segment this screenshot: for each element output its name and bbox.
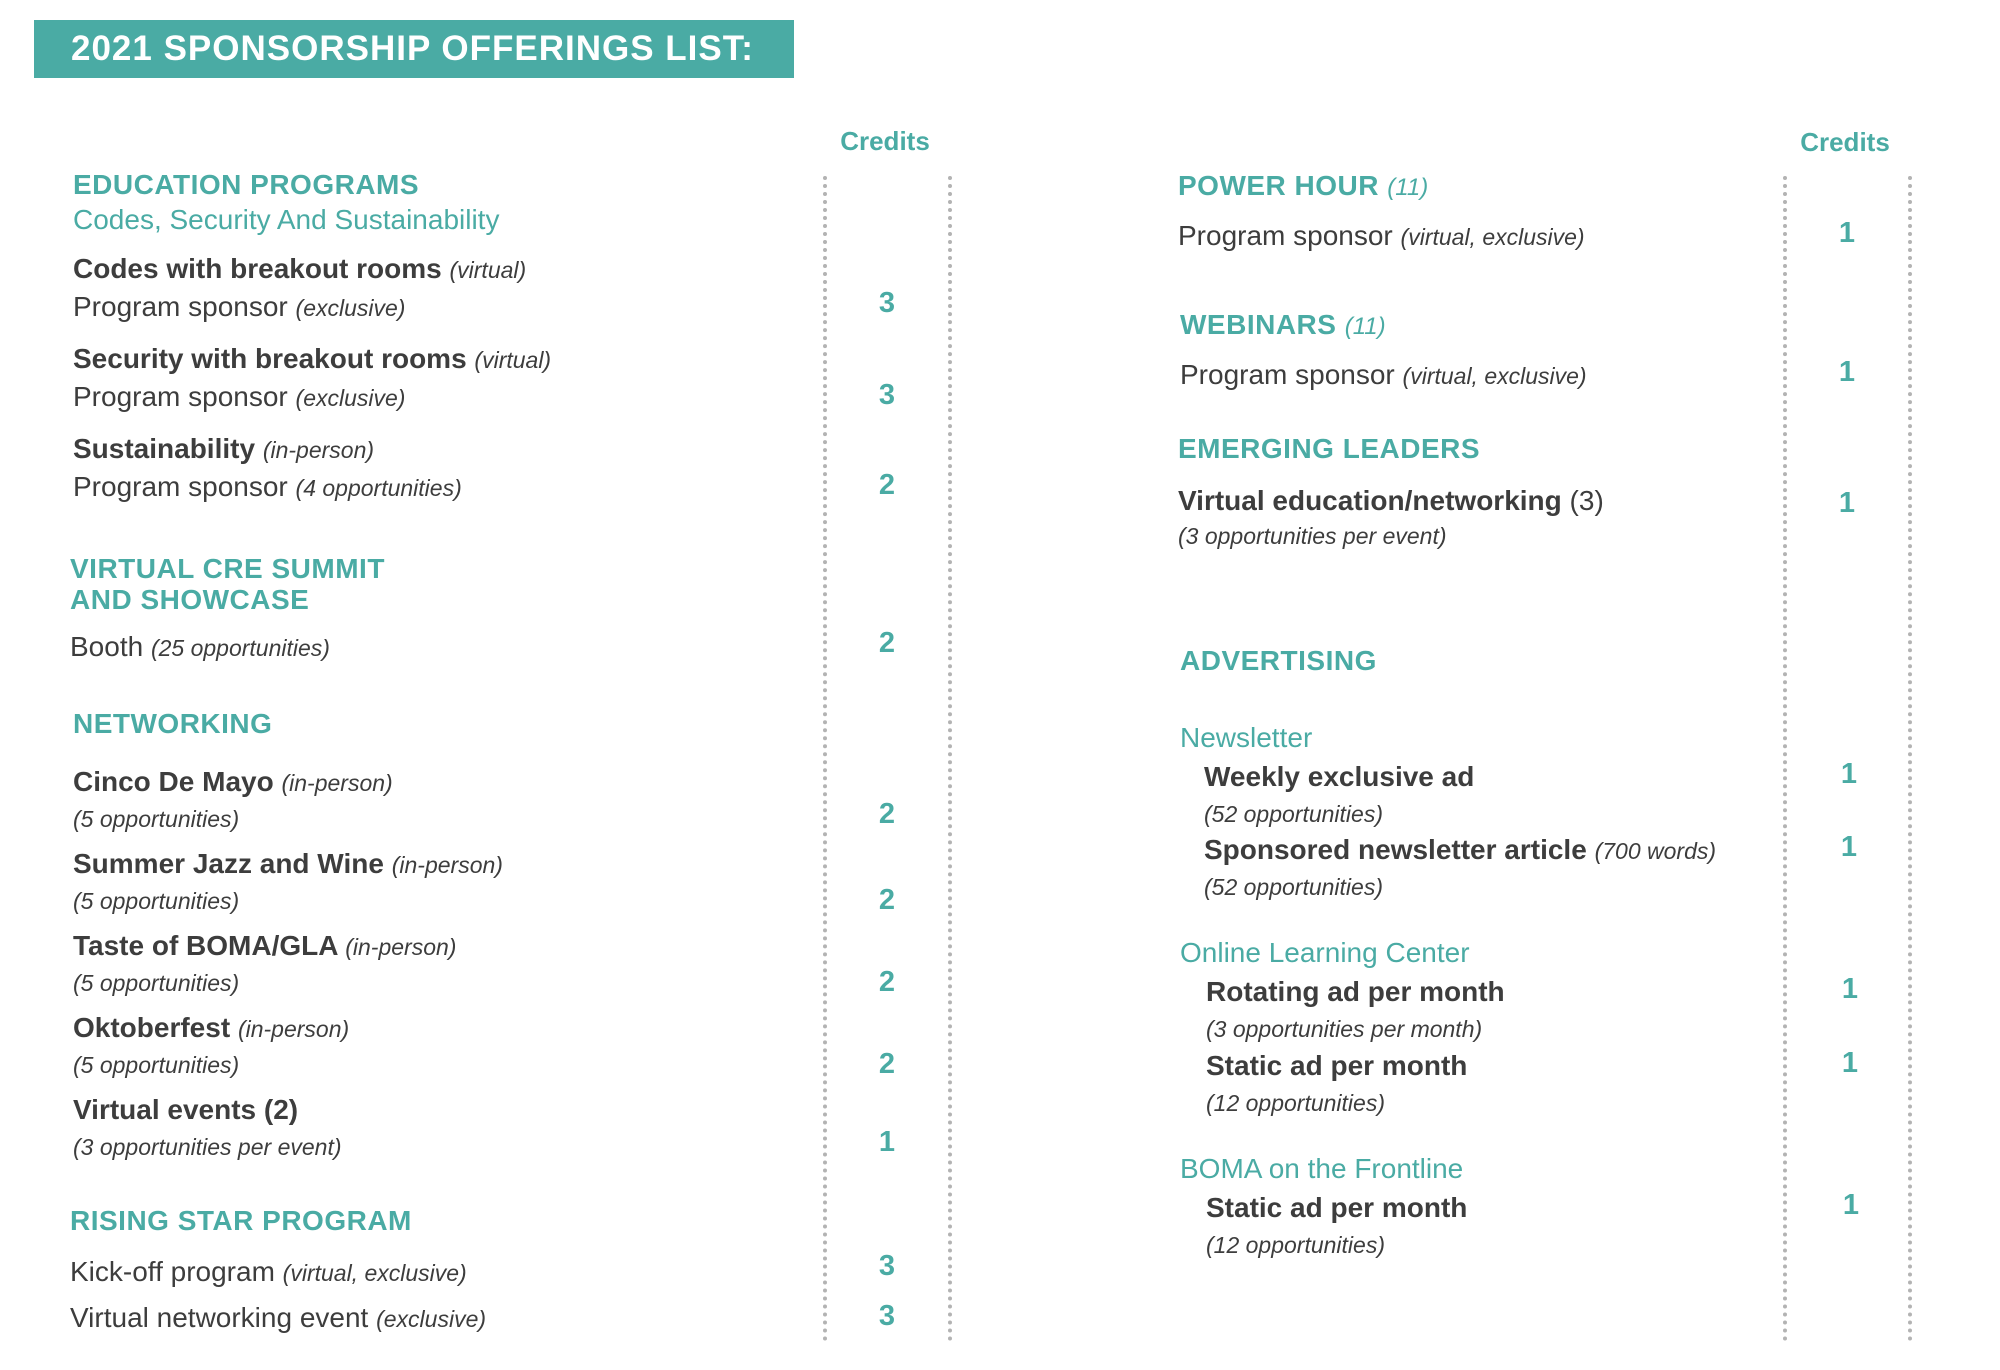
item-name: Summer Jazz and Wine (73, 848, 384, 879)
item-name: Program sponsor (1180, 359, 1395, 390)
newsletter-item-weekly (1204, 761, 1474, 793)
item-qualifier: (in-person) (237, 1016, 350, 1042)
networking-item-virtual-events (73, 1094, 298, 1126)
item-qualifier: (exclusive) (376, 1306, 487, 1332)
item-qualifier: (700 words) (1594, 838, 1717, 864)
power-hour-item (1178, 220, 1585, 252)
emerging-leaders-item (1178, 485, 1604, 517)
item-note: (5 opportunities) (73, 888, 240, 914)
networking-item-taste (73, 930, 456, 962)
item-name: Cinco De Mayo (73, 766, 274, 797)
newsletter-item-article (1204, 834, 1716, 866)
item-qualifier: (virtual) (449, 257, 527, 283)
item-qualifier: (virtual) (474, 347, 552, 373)
item-name: Booth (70, 631, 144, 662)
credit-value: 1 (1840, 831, 1858, 863)
credit-value: 2 (878, 1048, 896, 1080)
olc-item-static (1206, 1050, 1467, 1082)
rising-star-heading: RISING STAR PROGRAM (70, 1205, 412, 1236)
rising-star-item-networking (70, 1302, 486, 1334)
education-item-security-sponsor (73, 381, 405, 413)
credit-value: 2 (878, 966, 896, 998)
education-item-sustainability (73, 433, 374, 465)
item-note: (52 opportunities) (1204, 874, 1383, 900)
item-qualifier: (4 opportunities) (295, 475, 462, 501)
education-item-sustainability-sponsor (73, 471, 462, 503)
credit-value: 2 (878, 627, 896, 659)
item-note: (5 opportunities) (73, 970, 240, 996)
item-name: Program sponsor (73, 381, 288, 412)
credit-value: 1 (878, 1126, 896, 1158)
item-name: Weekly exclusive ad (1204, 761, 1475, 792)
networking-heading: NETWORKING (73, 708, 273, 739)
summit-heading-line2: AND SHOWCASE (70, 584, 310, 615)
item-name: Sponsored newsletter article (1204, 834, 1587, 865)
rising-star-item-kickoff (70, 1256, 467, 1288)
advertising-heading: ADVERTISING (1180, 645, 1377, 676)
item-qualifier: (in-person) (391, 852, 503, 878)
education-item-codes-sponsor (73, 291, 405, 323)
item-note: (5 opportunities) (73, 1052, 240, 1078)
heading-count: (11) (1387, 174, 1429, 201)
webinars-item (1180, 359, 1587, 391)
item-name: Program sponsor (73, 291, 288, 322)
education-subheading: Codes, Security And Sustainability (73, 204, 500, 235)
credit-value: 1 (1840, 758, 1858, 790)
page-title: 2021 SPONSORSHIP OFFERINGS LIST: (34, 20, 794, 78)
credit-value: 1 (1842, 1189, 1860, 1221)
credit-value: 2 (878, 884, 896, 916)
item-name: Virtual education/networking (1178, 485, 1562, 516)
networking-item-cinco (73, 766, 393, 798)
credits-header-left: Credits (840, 126, 930, 156)
credit-value: 3 (878, 287, 896, 319)
item-name: Taste of BOMA/GLA (73, 930, 338, 961)
item-name: Security with breakout rooms (73, 343, 467, 374)
item-note: (3 opportunities per event) (1178, 523, 1447, 549)
credit-value: 1 (1838, 356, 1856, 388)
item-note: (5 opportunities) (73, 806, 240, 832)
networking-item-oktoberfest (73, 1012, 349, 1044)
credit-value: 1 (1838, 487, 1856, 519)
item-qualifier: (in-person) (262, 437, 375, 463)
item-qualifier: (virtual, exclusive) (1402, 363, 1587, 389)
summit-heading-line1: VIRTUAL CRE SUMMIT (70, 553, 385, 584)
item-qualifier: (exclusive) (295, 295, 406, 321)
credit-value: 1 (1838, 217, 1856, 249)
item-name: Rotating ad per month (1206, 976, 1505, 1007)
credit-value: 2 (878, 798, 896, 830)
webinars-heading (1180, 309, 1386, 341)
item-name: Static ad per month (1206, 1192, 1468, 1223)
item-name: Codes with breakout rooms (73, 253, 442, 284)
item-name: Virtual networking event (70, 1302, 369, 1333)
item-qualifier: (in-person) (345, 934, 457, 960)
summit-item-booth (70, 631, 330, 663)
education-item-security (73, 343, 551, 375)
credit-value: 2 (878, 469, 896, 501)
frontline-item-static (1206, 1192, 1467, 1224)
item-count: (3) (1569, 485, 1604, 516)
credit-value: 3 (878, 1250, 896, 1282)
heading-count: (11) (1344, 313, 1386, 340)
credit-value: 3 (878, 1300, 896, 1332)
item-qualifier: (virtual, exclusive) (1400, 224, 1585, 250)
item-name: Sustainability (73, 433, 256, 464)
item-qualifier: (25 opportunities) (150, 635, 330, 661)
frontline-label: BOMA on the Frontline (1180, 1153, 1464, 1184)
item-name: Oktoberfest (73, 1012, 231, 1043)
credit-value: 3 (878, 379, 896, 411)
education-heading: EDUCATION PROGRAMS (73, 169, 420, 200)
education-item-codes (73, 253, 526, 285)
newsletter-label: Newsletter (1180, 722, 1313, 753)
item-note: (52 opportunities) (1204, 801, 1383, 827)
olc-label: Online Learning Center (1180, 937, 1470, 968)
item-qualifier: (in-person) (281, 770, 393, 796)
item-note: (12 opportunities) (1206, 1232, 1385, 1258)
olc-item-rotating (1206, 976, 1505, 1008)
power-hour-heading (1178, 170, 1428, 202)
emerging-leaders-heading: EMERGING LEADERS (1178, 433, 1481, 464)
credits-divider-left-b (948, 176, 952, 1342)
item-name: Program sponsor (1178, 220, 1393, 251)
item-name: Virtual events (2) (73, 1094, 299, 1125)
credit-value: 1 (1841, 973, 1859, 1005)
item-name: Static ad per month (1206, 1050, 1468, 1081)
item-name: Kick-off program (70, 1256, 275, 1287)
item-qualifier: (virtual, exclusive) (282, 1260, 467, 1286)
credits-divider-left-a (823, 176, 827, 1342)
item-note: (3 opportunities per event) (73, 1134, 342, 1160)
credits-header-right: Credits (1800, 127, 1890, 157)
item-qualifier: (exclusive) (295, 385, 406, 411)
heading-text: POWER HOUR (1178, 170, 1379, 201)
item-note: (12 opportunities) (1206, 1090, 1385, 1116)
item-name: Program sponsor (73, 471, 288, 502)
heading-text: WEBINARS (1180, 309, 1337, 340)
networking-item-jazz (73, 848, 503, 880)
item-note: (3 opportunities per month) (1206, 1016, 1483, 1042)
credit-value: 1 (1841, 1047, 1859, 1079)
